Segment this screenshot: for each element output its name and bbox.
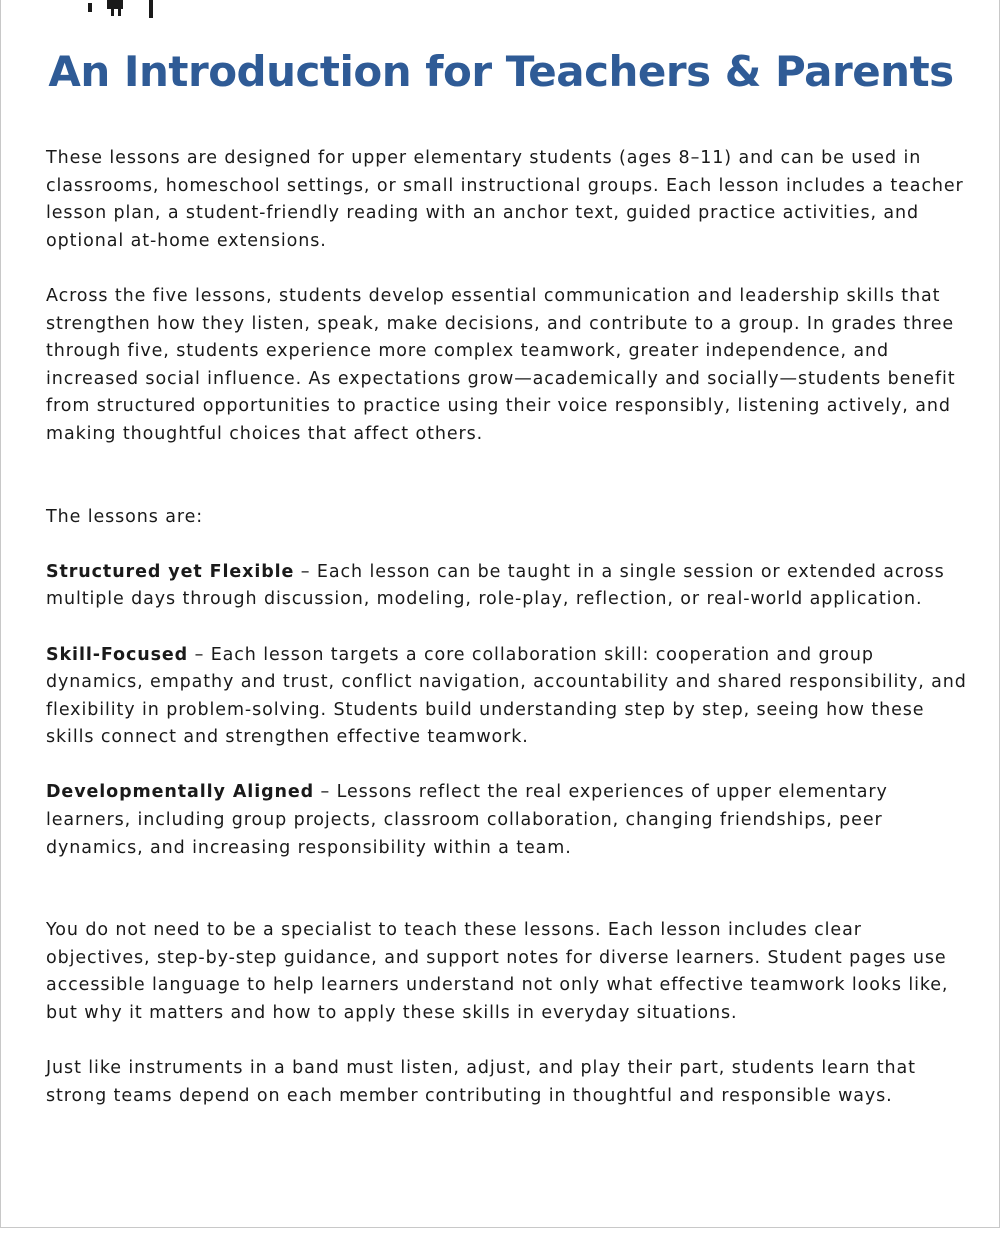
lesson-feature-description: – Each lesson can be taught in a single session or extended across multiple days through discussion, modeling, role-play, reflection, or real-world application. xyxy=(46,561,945,610)
page-title: An Introduction for Teachers & Parents xyxy=(48,47,954,96)
lesson-feature-description: – Each lesson targets a core collaboration skill: cooperation and group dynamics, empathy and trust, conflict navigation, accountability and shared responsibility, and flexibility in problem-solving. Students build understanding step by step, seeing how these skills connect and strengthen effective teamwork. xyxy=(46,644,967,748)
intro-paragraph: These lessons are designed for upper elementary students (ages 8–11) and can be used in classrooms, homeschool settings, or small instructional groups. Each lesson includes a teacher lesson plan, a student-friendly reading with an anchor text, guided practice activities, and optional at-home extensions. xyxy=(46,148,964,251)
lesson-feature xyxy=(46,779,971,862)
lesson-feature-term: Skill-Focused xyxy=(46,644,189,665)
body-text xyxy=(46,145,971,1138)
closing-paragraph: You do not need to be a specialist to teach these lessons. Each lesson includes clear objectives, step-by-step guidance, and support notes for diverse learners. Student pages use accessible language to help learners understand not only what effective teamwork looks like, but why it matters and how to apply these skills in everyday situations. xyxy=(46,920,949,1024)
closing-paragraph: Just like instruments in a band must listen, adjust, and play their part, students learn that strong teams depend on each member contributing in thoughtful and responsible ways. xyxy=(46,1058,916,1106)
lesson-feature-term: Structured yet Flexible xyxy=(46,561,295,582)
intro-paragraph: Across the five lessons, students develop essential communication and leadership skills that strengthen how they listen, speak, make decisions, and contribute to a group. In grades three through five, students experience more complex teamwork, greater independence, and increased social influence. As expectations grow—academically and socially—students benefit from structured opportunities to practice using their voice responsibly, listening actively, and making thoughtful choices that affect others. xyxy=(46,285,956,444)
lesson-feature-description: – Lessons reflect the real experiences of upper elementary learners, including group projects, classroom collaboration, changing friendships, peer dynamics, and increasing responsibility within a team. xyxy=(46,782,888,858)
lesson-feature xyxy=(46,559,971,614)
illustration-fragment xyxy=(85,0,159,20)
lesson-feature-term: Developmentally Aligned xyxy=(46,782,315,803)
lessons-lead: The lessons are: xyxy=(46,506,204,527)
lesson-feature xyxy=(46,642,971,752)
